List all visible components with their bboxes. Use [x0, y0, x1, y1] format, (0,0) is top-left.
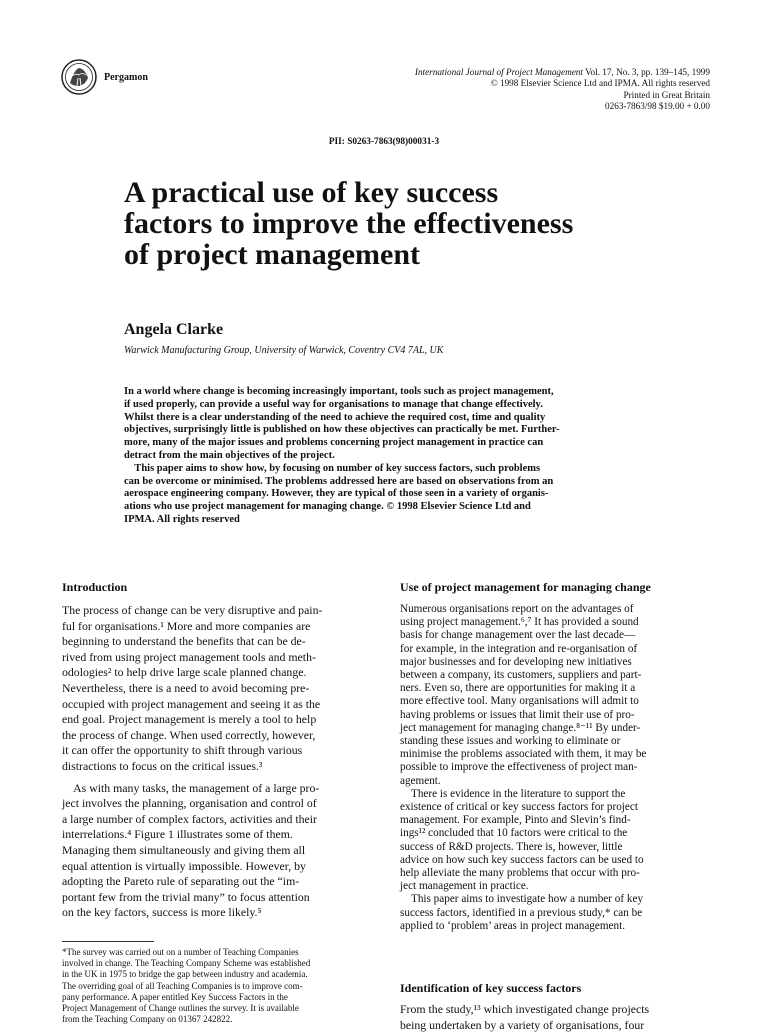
- abstract-line: can be overcome or minimised. The problems addressed here are based on observations from an: [124, 475, 554, 487]
- right-column: [400, 580, 712, 933]
- abstract-line: more, many of the major issues and problems concerning project management in practice can: [124, 437, 544, 449]
- section-heading-use-of-project-management: Use of project management for managing change: [400, 580, 651, 594]
- text-line: As with many tasks, the management of a large pro-: [62, 780, 320, 795]
- paragraph: [62, 603, 372, 775]
- paragraph: [400, 893, 712, 933]
- text-line: existence of critical or key success factors for project: [400, 801, 638, 814]
- text-line: possible to improve the effectiveness of project man-: [400, 761, 638, 774]
- text-line: rived from using project management tools and meth-: [62, 649, 316, 664]
- text-line: occupied with project management and seeing it as the: [62, 696, 321, 711]
- abstract-line: if used properly, can provide a useful way for organisations to manage that change effectively.: [124, 398, 543, 410]
- text-line: minimise the problems associated with them, it may be: [400, 748, 647, 761]
- title-line: A practical use of key success: [124, 176, 499, 209]
- text-line: distractions to focus on the critical issues.³: [62, 758, 263, 773]
- section-heading-introduction: Introduction: [62, 580, 128, 594]
- footnote-line: The overriding goal of all Teaching Companies is to improve com-: [62, 980, 303, 991]
- text-line: help alleviate the many problems that occur with pro-: [400, 867, 640, 880]
- journal-info: [415, 67, 710, 112]
- footnote-line: pany performance. A paper entitled Key Success Factors in the: [62, 991, 288, 1002]
- journal-citation-line: [415, 67, 710, 78]
- text-line: basis for change management over the last decade—: [400, 629, 636, 642]
- abstract: [124, 386, 648, 527]
- text-line: more effective tool. Many organisations will admit to: [400, 695, 639, 708]
- text-line: management. For example, Pinto and Slevin’s find-: [400, 814, 631, 827]
- paragraph: [400, 788, 712, 894]
- publisher-name: Pergamon: [104, 71, 148, 83]
- footnote-line: Project Management of Change outlines the survey. It is available: [62, 1003, 299, 1014]
- abstract-line: aerospace engineering company. However, they are typical of those seen in a variety of organis-: [124, 488, 549, 500]
- text-line: ful for organisations.¹ More and more companies are: [62, 618, 311, 633]
- text-line: Managing them simultaneously and giving them all: [62, 842, 306, 857]
- abstract-line: ations who use project management for managing change. © 1998 Elsevier Science Ltd and: [124, 501, 531, 513]
- left-column: [62, 580, 372, 921]
- footnote-line: involved in change. The Teaching Company Scheme was established: [62, 958, 311, 969]
- abstract-line: This paper aims to show how, by focusing on number of key success factors, such problems: [124, 462, 541, 474]
- text-line: equal attention is virtually impossible. However, by: [62, 858, 306, 873]
- text-line: applied to ‘problem’ areas in project management.: [400, 919, 626, 932]
- abstract-line: In a world where change is becoming increasingly important, tools such as project management,: [124, 386, 554, 397]
- elsevier-tree-logo-icon: [60, 58, 98, 96]
- text-line: on the key factors, success is more likely.⁵: [62, 905, 262, 920]
- paper-title: [124, 177, 684, 270]
- text-line: success factors, identified in a previous study,* can be: [400, 906, 643, 919]
- text-line: From the study,¹³ which investigated change projects: [400, 1002, 650, 1016]
- journal-name: International Journal of Project Management: [414, 67, 583, 77]
- text-line: beginning to understand the benefits that can be de-: [62, 634, 306, 649]
- footnote-line: in the UK in 1975 to bridge the gap between industry and academia.: [62, 969, 308, 980]
- abstract-line: IPMA. All rights reserved: [124, 513, 240, 525]
- text-line: ject involves the planning, organisation and control of: [62, 796, 317, 811]
- text-line: for example, in the integration and re-organisation of: [400, 642, 638, 655]
- text-line: ners. Even so, there are opportunities for making it a: [400, 682, 636, 695]
- text-line: odologies² to help drive large scale planned change.: [62, 665, 307, 680]
- title-line: factors to improve the effectiveness: [124, 207, 574, 240]
- section-heading-identification: Identification of key success factors: [400, 981, 582, 995]
- text-line: between a company, its customers, suppliers and part-: [400, 669, 642, 682]
- text-line: The process of change can be very disruptive and pain-: [62, 603, 323, 617]
- text-line: ject management for managing change.⁸⁻¹¹ By under-: [400, 721, 641, 734]
- text-line: standing these issues and working to eliminate or: [400, 735, 621, 748]
- footnote-divider: [62, 941, 154, 942]
- paragraph: [400, 603, 712, 788]
- text-line: This paper aims to investigate how a number of key: [400, 893, 644, 906]
- journal-price: 0263-7863/98 $19.00 + 0.00: [605, 100, 710, 111]
- text-line: portant few from the trivial many” to focus attention: [62, 889, 310, 904]
- journal-citation: Vol. 17, No. 3, pp. 139–145, 1999: [582, 67, 710, 77]
- text-line: There is evidence in the literature to support the: [400, 787, 626, 800]
- text-line: the process of change. When used correctly, however,: [62, 727, 316, 742]
- text-line: having problems or issues that limit their use of pro-: [400, 708, 635, 721]
- text-line: interrelations.⁴ Figure 1 illustrates some of them.: [62, 827, 293, 842]
- text-line: Numerous organisations report on the advantages of: [400, 603, 634, 615]
- abstract-line: detract from the main objectives of the project.: [124, 449, 335, 461]
- author-name: Angela Clarke: [124, 321, 224, 338]
- journal-printed: Printed in Great Britain: [623, 89, 710, 100]
- journal-copyright: © 1998 Elsevier Science Ltd and IPMA. All rights reserved: [490, 78, 710, 89]
- paragraph: [62, 781, 372, 921]
- text-line: it can offer the opportunity to shift through various: [62, 743, 303, 758]
- footnote: [62, 947, 374, 1025]
- text-line: adopting the Pareto rule of separating out the “im-: [62, 874, 300, 889]
- abstract-line: Whilst there is a clear understanding of the need to achieve the required cost, time and quality: [124, 411, 546, 423]
- author-affiliation: Warwick Manufacturing Group, University of Warwick, Coventry CV4 7AL, UK: [124, 345, 444, 356]
- abstract-line: objectives, surprisingly little is published on how these objectives can practically be met. Further-: [124, 424, 560, 436]
- text-line: success of R&D projects. There is, however, little: [400, 840, 623, 853]
- text-line: agement.: [400, 774, 441, 787]
- title-line: of project management: [124, 238, 421, 271]
- text-line: advice on how such key success factors can be used to: [400, 853, 644, 866]
- text-line: being undertaken by a variety of organisations, four: [400, 1017, 645, 1032]
- text-line: using project management.⁶,⁷ It has provided a sound: [400, 616, 639, 629]
- text-line: Nevertheless, there is a need to avoid becoming pre-: [62, 680, 310, 695]
- footnote-line: *The survey was carried out on a number of Teaching Companies: [62, 947, 299, 957]
- text-line: ings¹² concluded that 10 factors were critical to the: [400, 827, 628, 840]
- text-line: ject management in practice.: [400, 880, 529, 893]
- text-line: end goal. Project management is merely a tool to help: [62, 712, 317, 727]
- paragraph: [400, 1002, 649, 1033]
- text-line: a large number of complex factors, activities and their: [62, 811, 317, 826]
- footnote-line: from the Teaching Company on 01367 242822.: [62, 1014, 233, 1025]
- text-line: major businesses and for developing new initiatives: [400, 655, 632, 668]
- publisher-logo: [60, 58, 148, 96]
- pii-identifier: PII: S0263-7863(98)00031-3: [328, 137, 440, 147]
